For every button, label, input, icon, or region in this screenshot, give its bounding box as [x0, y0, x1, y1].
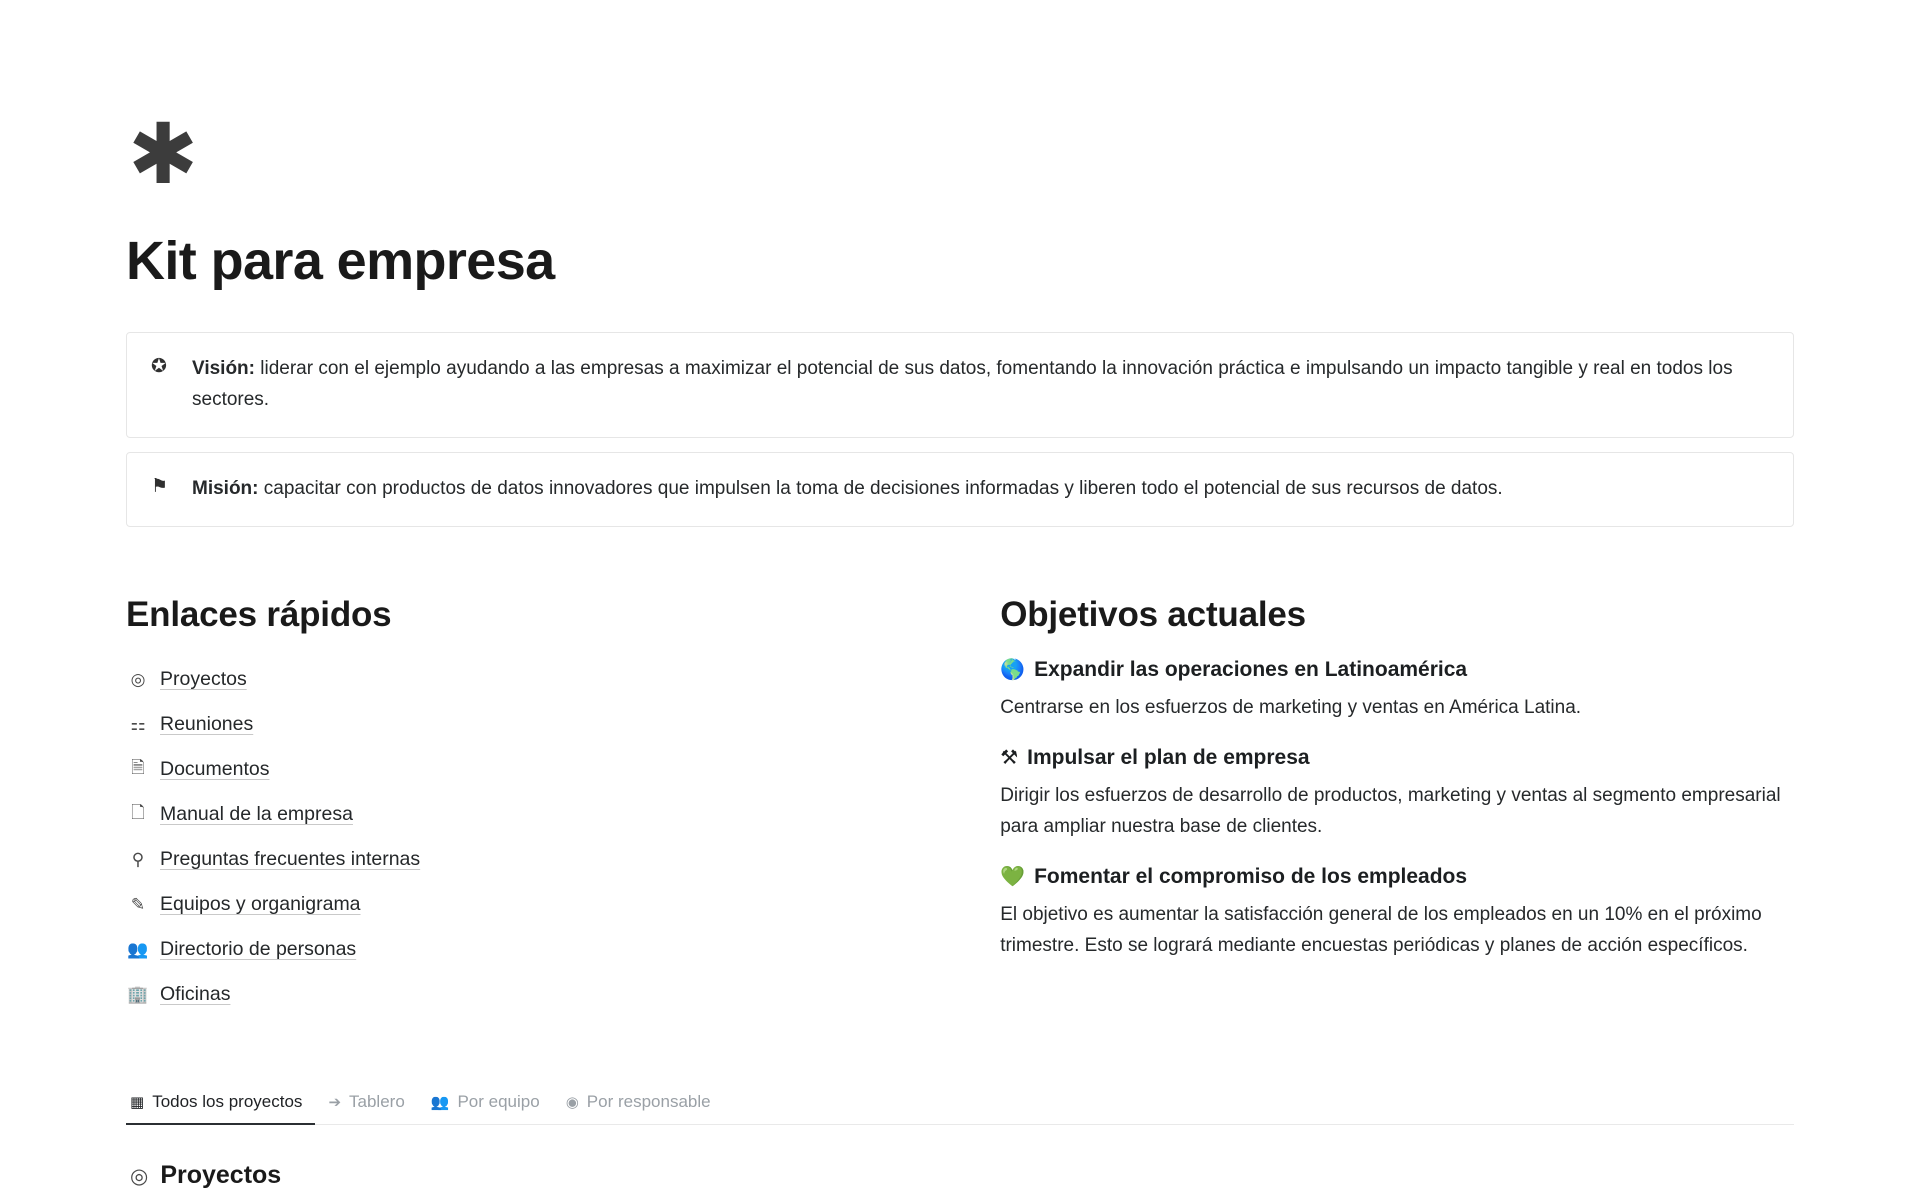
person-view-icon: ◉ — [565, 1092, 579, 1111]
group-view-icon: 👥 — [430, 1092, 450, 1111]
list-item[interactable] — [126, 837, 995, 882]
quick-links-list — [126, 657, 995, 1017]
goal-description: El objetivo es aumentar la satisfacción general de los empleados en un 10% en el próximo trimestre. Esto se logrará mediante encuestas periódicas y planes de acción específicos. — [1000, 904, 1762, 956]
list-item[interactable] — [126, 702, 995, 747]
building-icon: 🏢 — [127, 984, 149, 1005]
callout-mission-body: capacitar con productos de datos innovadores que impulsen la toma de decisiones informadas y liberen todo el potencial de sus recursos de datos. — [258, 478, 1503, 499]
globe-emoji-icon: 🌎 — [1000, 657, 1026, 681]
quick-link-label[interactable]: Equipos y organigrama — [160, 893, 361, 915]
people-group-link-icon: ⚏ — [130, 714, 146, 735]
tab-por-equipo[interactable] — [418, 1092, 553, 1124]
goal-item — [1000, 657, 1794, 723]
flag-icon: ⚑ — [151, 475, 169, 497]
goal-title[interactable] — [1000, 657, 1794, 682]
list-item[interactable] — [126, 747, 995, 792]
callout-vision[interactable] — [126, 332, 1794, 438]
list-item[interactable] — [126, 792, 995, 837]
page-icon: 🗋 — [131, 803, 145, 823]
asterisk-icon[interactable]: ✱ — [128, 105, 199, 203]
tab-label: Por equipo — [457, 1092, 540, 1111]
quick-link-label[interactable]: Proyectos — [160, 668, 247, 690]
quick-link-label[interactable]: Preguntas frecuentes internas — [160, 848, 421, 870]
target-icon: ◎ — [130, 1163, 149, 1188]
goal-title[interactable] — [1000, 864, 1794, 889]
goal-item — [1000, 745, 1794, 842]
list-item[interactable] — [126, 927, 995, 972]
tab-tablero[interactable] — [315, 1092, 417, 1124]
quick-links-column — [126, 595, 995, 1017]
document-link-icon: 🗎 — [131, 758, 145, 778]
question-person-icon: ⚲ — [131, 849, 145, 870]
goal-title[interactable] — [1000, 745, 1794, 770]
tools-emoji-icon: ⚒ — [1000, 745, 1019, 769]
list-item[interactable] — [126, 657, 995, 702]
database-view-tabs — [126, 1081, 1794, 1125]
database-title[interactable] — [126, 1161, 1794, 1190]
page-title[interactable]: Kit para empresa — [126, 231, 555, 291]
tab-todos-los-proyectos[interactable] — [126, 1092, 315, 1124]
callout-vision-label: Visión: — [192, 358, 255, 379]
tab-label: Todos los proyectos — [152, 1092, 303, 1111]
target-link-icon: ◎ — [130, 669, 146, 690]
board-view-icon: ➔ — [328, 1092, 342, 1111]
tab-label: Por responsable — [586, 1092, 711, 1111]
database-title-text: Proyectos — [160, 1161, 282, 1189]
list-item[interactable] — [126, 972, 995, 1017]
quick-link-label[interactable]: Reuniones — [160, 713, 254, 735]
quick-links-heading: Enlaces rápidos — [126, 595, 392, 634]
goal-description: Centrarse en los esfuerzos de marketing y ventas en América Latina. — [1000, 697, 1582, 718]
callout-vision-text — [192, 353, 1769, 415]
green-heart-emoji-icon: 💚 — [1000, 864, 1026, 888]
goals-heading: Objetivos actuales — [1000, 595, 1306, 634]
goals-column — [995, 595, 1794, 1017]
tab-por-responsable[interactable] — [553, 1092, 724, 1124]
two-column-section — [126, 595, 1794, 1017]
tab-label: Tablero — [349, 1092, 405, 1111]
quick-link-label[interactable]: Documentos — [160, 758, 270, 780]
goal-title-text: Fomentar el compromiso de los empleados — [1034, 865, 1468, 888]
quick-link-label[interactable]: Oficinas — [160, 983, 231, 1005]
callout-vision-body: liderar con el ejemplo ayudando a las empresas a maximizar el potencial de sus datos, fomentando la innovación práctica e impulsando un impacto tangible y real en todos los sectores. — [192, 358, 1733, 410]
callouts-container — [126, 332, 1794, 527]
callout-mission[interactable] — [126, 452, 1794, 527]
pencil-icon: ✎ — [130, 894, 146, 915]
grid-view-icon: ▦ — [130, 1092, 145, 1111]
goal-item — [1000, 864, 1794, 961]
people-icon: 👥 — [127, 939, 149, 960]
callout-mission-label: Misión: — [192, 478, 259, 499]
goal-title-text: Impulsar el plan de empresa — [1027, 746, 1310, 769]
callout-mission-text — [192, 473, 1503, 504]
compass-star-icon: ✪ — [151, 355, 167, 377]
goal-title-text: Expandir las operaciones en Latinoamérica — [1034, 658, 1468, 681]
goal-description: Dirigir los esfuerzos de desarrollo de productos, marketing y ventas al segmento empresarial para ampliar nuestra base de clientes. — [1000, 785, 1781, 837]
quick-link-label[interactable]: Manual de la empresa — [160, 803, 353, 825]
list-item[interactable] — [126, 882, 995, 927]
quick-link-label[interactable]: Directorio de personas — [160, 938, 357, 960]
